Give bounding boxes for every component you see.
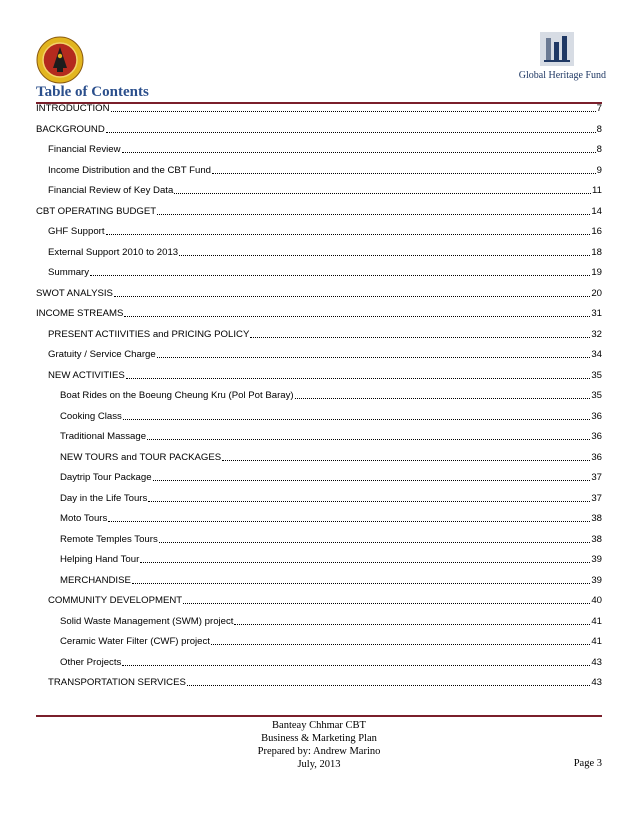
toc-entry[interactable] xyxy=(60,533,602,546)
toc-entry[interactable] xyxy=(36,287,602,300)
toc-entry-label: INTRODUCTION xyxy=(36,103,110,114)
toc-entry-label: Daytrip Tour Package xyxy=(60,472,152,483)
toc-entry-label: SWOT ANALYSIS xyxy=(36,287,113,299)
toc-entry[interactable] xyxy=(60,615,602,628)
dot-leader xyxy=(153,477,591,481)
toc-entry-label: Gratuity / Service Charge xyxy=(48,349,156,360)
toc-entry-page: 11 xyxy=(592,185,602,196)
toc-entry-page: 41 xyxy=(591,636,602,647)
dot-leader xyxy=(234,621,590,625)
footer-line-3: Prepared by: Andrew Marino xyxy=(257,746,381,757)
toc-entry-page: 34 xyxy=(591,349,602,360)
dot-leader xyxy=(295,395,591,399)
toc-entry-page: 8 xyxy=(596,123,602,135)
toc-entry-label: BACKGROUND xyxy=(36,123,105,135)
dot-leader xyxy=(147,436,590,440)
toc-entry-label: NEW ACTIVITIES xyxy=(48,369,125,381)
toc-entry[interactable] xyxy=(60,635,602,648)
toc-entry[interactable] xyxy=(48,164,602,177)
toc-entry[interactable] xyxy=(60,389,602,402)
toc-entry-page: 14 xyxy=(591,205,602,217)
toc-entry-page: 40 xyxy=(591,595,602,606)
toc-entry[interactable] xyxy=(60,430,602,443)
ghf-logo-text: Global Heritage Fund xyxy=(518,70,606,81)
toc-entry-label: COMMUNITY DEVELOPMENT xyxy=(48,595,183,606)
toc-entry-label: TRANSPORTATION SERVICES xyxy=(48,677,186,688)
page-number: Page 3 xyxy=(573,758,602,769)
dot-leader xyxy=(157,354,591,358)
toc-entry[interactable] xyxy=(48,266,602,279)
dot-leader xyxy=(148,498,590,502)
dot-leader xyxy=(123,416,590,420)
toc-entry[interactable] xyxy=(48,184,602,197)
toc-entry-page: 38 xyxy=(591,533,602,545)
toc-entry[interactable] xyxy=(48,594,602,607)
toc-entry[interactable] xyxy=(48,246,602,259)
toc-entry-label: INCOME STREAMS xyxy=(36,308,124,319)
toc-entry-label: Traditional Massage xyxy=(60,431,147,442)
toc-entry[interactable] xyxy=(60,410,602,423)
dot-leader xyxy=(108,518,590,522)
toc-entry-label: Boat Rides on the Boeung Cheung Kru (Pol Pot Baray) xyxy=(60,390,294,401)
toc-entry-label: Financial Review of Key Data xyxy=(48,185,174,196)
dot-leader xyxy=(212,170,596,174)
toc-entry-page: 9 xyxy=(596,164,602,176)
toc-entry[interactable] xyxy=(60,492,602,505)
dot-leader xyxy=(126,375,591,379)
toc-entry[interactable] xyxy=(36,102,602,115)
toc-entry-label: Ceramic Water Filter (CWF) project xyxy=(60,636,210,647)
toc-entry-page: 8 xyxy=(596,144,602,155)
cbt-seal-logo xyxy=(36,36,84,84)
toc-entry-label: Helping Hand Tour xyxy=(60,554,140,565)
toc-entry-page: 32 xyxy=(591,328,602,340)
toc-entry-page: 35 xyxy=(591,369,602,381)
dot-leader xyxy=(174,190,591,194)
toc-entry-page: 39 xyxy=(591,554,602,565)
toc-entry-page: 20 xyxy=(591,287,602,299)
dot-leader xyxy=(140,559,590,563)
dot-leader xyxy=(106,231,591,235)
toc-entry[interactable] xyxy=(36,307,602,320)
toc-entry-label: GHF Support xyxy=(48,226,105,237)
toc-entry[interactable] xyxy=(60,512,602,525)
dot-leader xyxy=(250,334,590,338)
toc-entry-page: 16 xyxy=(591,226,602,237)
toc-entry-page: 35 xyxy=(591,390,602,401)
toc-entry-label: Solid Waste Management (SWM) project xyxy=(60,615,234,627)
page-footer xyxy=(160,719,478,771)
toc-entry-page: 7 xyxy=(596,103,602,114)
toc-entry-page: 36 xyxy=(591,431,602,442)
global-heritage-fund-logo xyxy=(506,30,606,84)
toc-entry-label: Income Distribution and the CBT Fund xyxy=(48,164,211,176)
toc-entry[interactable] xyxy=(48,369,602,382)
dot-leader xyxy=(187,682,590,686)
dot-leader xyxy=(179,252,590,256)
footer-line-1: Banteay Chhmar CBT xyxy=(272,720,366,731)
toc-entry[interactable] xyxy=(60,574,602,587)
toc-entry-label: Summary xyxy=(48,267,90,278)
toc-entry-label: Moto Tours xyxy=(60,513,108,524)
toc-entry[interactable] xyxy=(48,143,602,156)
toc-entry-page: 41 xyxy=(591,615,602,627)
toc-entry[interactable] xyxy=(60,656,602,669)
footer-line-2: Business & Marketing Plan xyxy=(261,733,377,744)
toc-entry-label: Financial Review xyxy=(48,144,121,155)
toc-entry-page: 43 xyxy=(591,656,602,668)
toc-entry-label: CBT OPERATING BUDGET xyxy=(36,205,157,217)
toc-entry-page: 36 xyxy=(591,451,602,463)
toc-entry-page: 31 xyxy=(591,308,602,319)
ghf-building-icon xyxy=(506,30,606,70)
toc-entry[interactable] xyxy=(48,225,602,238)
dot-leader xyxy=(122,662,590,666)
toc-entry[interactable] xyxy=(60,553,602,566)
toc-entry[interactable] xyxy=(48,348,602,361)
dot-leader xyxy=(124,313,590,317)
toc-entry-page: 36 xyxy=(591,410,602,422)
toc-entry-label: MERCHANDISE xyxy=(60,574,131,586)
footer-divider xyxy=(36,715,602,717)
toc-entry-label: Cooking Class xyxy=(60,410,122,422)
toc-entry-page: 18 xyxy=(591,246,602,258)
toc-entry[interactable] xyxy=(60,471,602,484)
dot-leader xyxy=(211,641,590,645)
toc-entry-label: Day in the Life Tours xyxy=(60,492,148,504)
dot-leader xyxy=(111,108,596,112)
toc-entry-label: PRESENT ACTIIVITIES and PRICING POLICY xyxy=(48,328,250,340)
toc-entry-page: 19 xyxy=(591,267,602,278)
dot-leader xyxy=(106,129,596,133)
toc-entry-label: External Support 2010 to 2013 xyxy=(48,246,179,258)
footer-line-4: July, 2013 xyxy=(297,759,341,770)
dot-leader xyxy=(157,211,590,215)
dot-leader xyxy=(132,580,590,584)
dot-leader xyxy=(222,457,590,461)
dot-leader xyxy=(183,600,590,604)
toc-entry-page: 37 xyxy=(591,492,602,504)
toc-entry-page: 39 xyxy=(591,574,602,586)
toc-entry[interactable] xyxy=(36,123,602,136)
toc-entry-label: NEW TOURS and TOUR PACKAGES xyxy=(60,451,222,463)
dot-leader xyxy=(90,272,590,276)
toc-entry-label: Remote Temples Tours xyxy=(60,533,158,545)
toc-entry[interactable] xyxy=(60,451,602,464)
toc-entry-page: 38 xyxy=(591,513,602,524)
dot-leader xyxy=(114,293,590,297)
dot-leader xyxy=(159,539,591,543)
toc-entry-label: Other Projects xyxy=(60,656,122,668)
page-title: Table of Contents xyxy=(36,84,149,100)
dot-leader xyxy=(122,149,596,153)
toc-entry[interactable] xyxy=(36,205,602,218)
toc-entry-page: 43 xyxy=(591,677,602,688)
toc-entry[interactable] xyxy=(48,328,602,341)
toc-entry[interactable] xyxy=(48,676,602,689)
toc-entry-page: 37 xyxy=(591,472,602,483)
